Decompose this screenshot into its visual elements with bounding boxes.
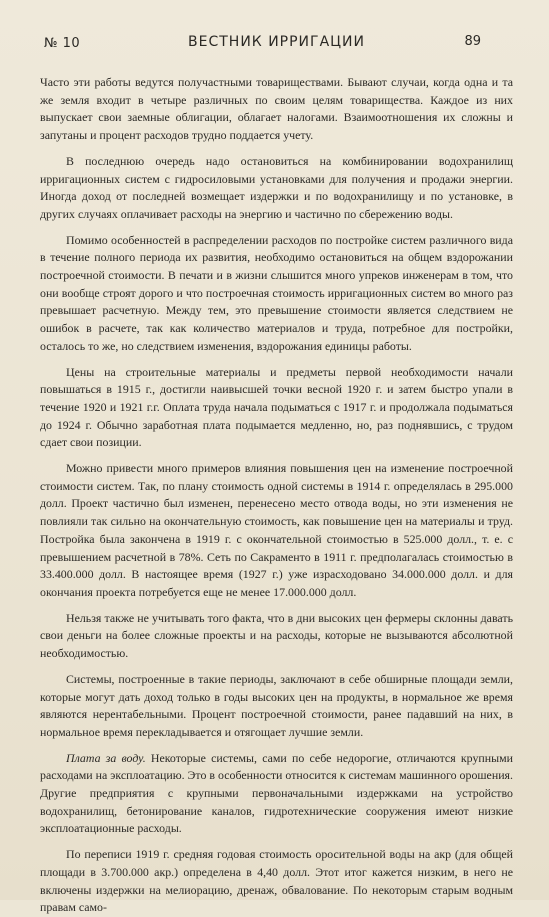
- paragraph-3: Помимо особенностей в распределении расходов по постройке систем различного вида в течение полного периода их развития, необходимо остановиться на общем вздорожании построечной стоимости. В печати и в жизни слышится много упреков инженерам в том, что они вообще строят дорого и что построечная стоимость ирригационных систем во много раз превышает расчетную. Между тем, это превышение стоимости является следствием не ошибок в расчете, так как количество материалов и труда, потребное для постройки, осталось то же, но следствием изменения, вздорожания единицы работы.: [40, 232, 513, 353]
- paragraph-7: Системы, построенные в такие периоды, заключают в себе обширные площади земли, которые могут дать доход только в годы высоких цен на продукты, в нормальное же время являются нерентабельными. Процент построечной стоимости, ранее падавший на них, в нормальное время перекладывается и отягощает лучшие земли.: [40, 671, 513, 739]
- paragraph-8-text: Некоторые системы, сами по себе недорогие, отличаются крупными расходами на эксплоатацию. Это в особенности относится к системам машинного орошения. Другие предприятия с крупными первоначальными издержками на устройство водохранилищ, бетонирование каналов, гидротехнические сооружения имеют низкие эксплоатационные расходы.: [40, 750, 513, 836]
- article-body: [40, 74, 513, 917]
- section-lead-water-fee: Плата за воду.: [66, 750, 146, 765]
- paragraph-9: По переписи 1919 г. средняя годовая стоимость оросительной воды на акр (для общей площади в 3.700.000 акр.) определена в 4,40 долл. Этот итог кажется низким, в него не включены издержки на мелиорацию, дренаж, обвалование. По некоторым старым водным правам само-: [40, 847, 513, 915]
- page-number: 89: [464, 34, 481, 49]
- paragraph-1: Часто эти работы ведутся получастными товариществами. Бывают случаи, когда одна и та же земля входит в четыре различных по своим целям товарищества. Каждое из них выпускает свои заемные облигации, облагает налогами. Взаимоотношения их сложны и запутаны и процент расходов трудно поддается учету.: [40, 75, 513, 143]
- paragraph-6: Нельзя также не учитывать того факта, что в дни высоких цен фермеры склонны давать свои деньги на более сложные проекты и на расходы, которые не вызываются абсолютной необходимостью.: [40, 610, 513, 661]
- paragraph-4: Цены на строительные материалы и предметы первой необходимости начали повышаться в 1915 г., достигли наивысшей точки весной 1920 г. и затем быстро упали в течение 1920 и 1921 г.г. Оплата труда начала подыматься с 1917 г. и продолжала подыматься до 1924 г. Обычно заработная плата подымается медленно, но, раз поднявшись, с трудом сдает свои позиции.: [40, 364, 513, 450]
- paragraph-5: Можно привести много примеров влияния повышения цен на изменение построечной стоимости систем. Так, по плану стоимость одной системы в 1914 г. определялась в 295.000 долл. Проект частично был изменен, перенесено место отвода воды, но эти изменения не повлияли так сильно на окончательную стоимость, как повышение цен на материалы и труд. Постройка была закончена в 1919 г. с окончательной стоимостью в 525.000 долл., т. е. с превышением расчетной в 78%. Сеть по Сакраменто в 1911 г. предполагалась стоимостью в 33.400.000 долл. В настоящее время (1927 г.) уже израсходовано 34.000.000 долл. и для окончания проекта потребуется еще не менее 17.000.000 долл.: [40, 461, 513, 599]
- paragraph-2: В последнюю очередь надо остановиться на комбинировании водохранилищ ирригационных систем с гидросиловыми установками для получения и продажи энергии. Иногда доход от последней возмещает издержки и по водохранилищу и по установке, в других случаях оплачивает расходы на энергию и частично по сбережению воды.: [40, 153, 513, 221]
- issue-number: № 10: [44, 36, 81, 51]
- journal-title: ВЕСТНИК ИРРИГАЦИИ: [188, 34, 365, 50]
- running-header: [40, 30, 513, 58]
- paragraph-8: [40, 750, 513, 839]
